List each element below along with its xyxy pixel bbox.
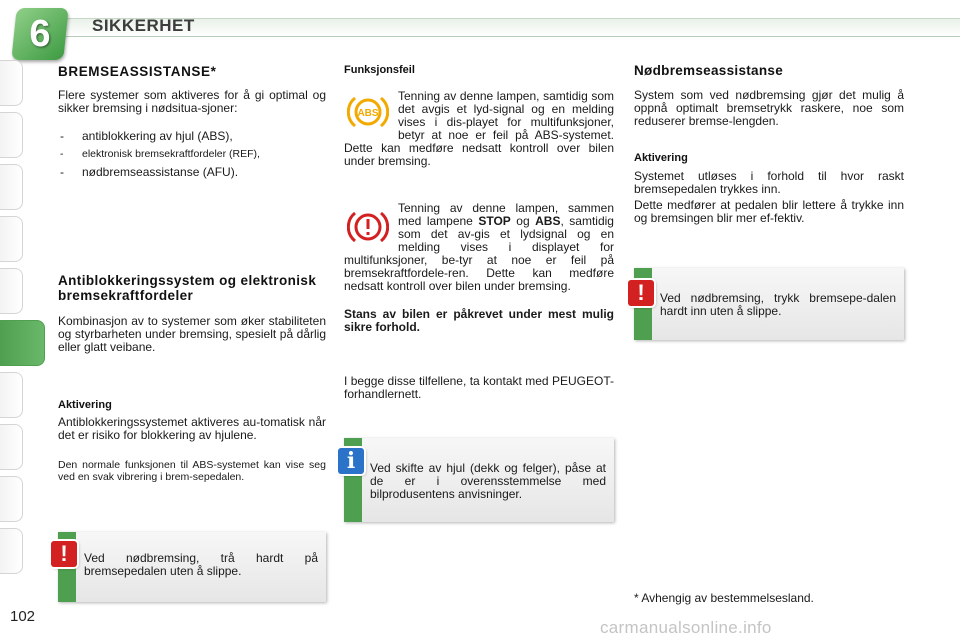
- chapter-tab-2[interactable]: [0, 112, 23, 158]
- footnote: * Avhengig av bestemmelsesland.: [634, 591, 814, 605]
- systems-list: [58, 130, 328, 184]
- malfunction-heading: Funksjonsfeil: [344, 64, 415, 76]
- stop-lamp-label: STOP: [478, 214, 511, 228]
- lamp-spacer: [344, 202, 398, 252]
- emergency-activation-text-1: Systemet utløses i forhold til hvor raskt bremsepedalen trykkes inn.: [634, 169, 904, 196]
- chapter-tab-6-active[interactable]: [0, 320, 45, 366]
- chapter-tab-7[interactable]: [0, 372, 23, 418]
- warning-box-emergency-brake: [58, 532, 326, 602]
- chapter-tab-8[interactable]: [0, 424, 23, 470]
- chapter-tab-1[interactable]: [0, 60, 23, 106]
- watermark: carmanualsonline.info: [600, 618, 772, 637]
- page-number: 102: [10, 608, 36, 625]
- list-item: - nødbremseassistanse (AFU).: [58, 166, 328, 179]
- abs-activation-note: Den normale funksjonen til ABS-systemet kan vise seg ved en svak vibrering i brem-sepedalen.: [58, 459, 326, 483]
- info-box-text: Ved skifte av hjul (dekk og felger), påse at de er i overensstemmelse med bilprodusentens anvisninger.: [370, 461, 606, 501]
- warning-icon-2: !: [628, 280, 654, 306]
- brake-lamp-description: [344, 202, 614, 293]
- warning-box-emergency-brake-2: [634, 268, 904, 340]
- stop-instruction: Stans av bilen er påkrevet under mest mulig sikre forhold.: [344, 307, 614, 334]
- emergency-activation-text-2: Dette medfører at pedalen blir lettere å trykke inn og bremsingen blir mer ef-fektiv.: [634, 198, 904, 225]
- dealer-contact-text: I begge disse tilfellene, ta kontakt med PEUGEOT-forhandlernett.: [344, 374, 614, 401]
- list-item: - antiblokkering av hjul (ABS),: [58, 130, 328, 143]
- chapter-tab-4[interactable]: [0, 216, 23, 262]
- brake-lamp-text-a: Tenning av denne lampen, sammen med lampene: [398, 201, 614, 228]
- chapter-tab-5[interactable]: [0, 268, 23, 314]
- lamp-spacer: [344, 90, 398, 140]
- header-divider: [64, 36, 960, 37]
- warning-box-text: Ved nødbremsing, trå hardt på bremsepedalen uten å slippe.: [84, 551, 318, 578]
- abs-lamp-label: ABS: [357, 108, 379, 119]
- abs-activation-text: Antiblokkeringssystemet aktiveres au-tomatisk når det er risiko for blokkering av hjulene.: [58, 415, 326, 442]
- page-title: SIKKERHET: [92, 16, 195, 35]
- chapter-tab-10[interactable]: [0, 528, 23, 574]
- info-box-wheel-change: [344, 438, 614, 522]
- abs-lamp-ref: ABS: [535, 214, 561, 228]
- chapter-tabs: [0, 60, 28, 590]
- chapter-number: 6: [29, 13, 51, 55]
- warning-icon: !: [51, 541, 77, 567]
- section-title-emergency-brake-assist: Nødbremseassistanse: [634, 63, 784, 78]
- warning-box-text-2: Ved nødbremsing, trykk bremsepe-dalen hardt inn uten å slippe.: [660, 291, 896, 318]
- abs-lamp-text: Tenning av denne lampen, samtidig som det avgis et lyd-signal og en melding vises i dis-playet for multifunksjoner, betyr at noe er feil på ABS-systemet. Dette kan medføre nedsatt kontroll over bilen under bremsing.: [344, 89, 614, 168]
- intro-paragraph: Flere systemer som aktiveres for å gi optimal og sikker bremsing i nødsitua-sjoner:: [58, 88, 326, 115]
- chapter-tab-3[interactable]: [0, 164, 23, 210]
- brake-lamp-and: og: [516, 214, 530, 228]
- chapter-tab-9[interactable]: [0, 476, 23, 522]
- activation-heading: Aktivering: [58, 399, 112, 411]
- emergency-assist-intro: System som ved nødbremsing gjør det mulig å oppnå optimalt bremsetrykk raskere, noe som reduserer bremse-lengden.: [634, 88, 904, 128]
- info-icon: i: [338, 448, 364, 474]
- section-title-abs-ref: Antiblokkeringssystem og elektronisk bremsekraftfordeler: [58, 273, 317, 303]
- activation-heading-2: Aktivering: [634, 152, 688, 164]
- abs-description: Kombinasjon av to systemer som øker stabiliteten og styrbarheten under bremsing, spesielt på dårlig eller glatt veibane.: [58, 314, 326, 354]
- list-item: - elektronisk bremsekraftfordeler (REF),: [58, 148, 328, 161]
- brake-lamp-text-b: , samtidig som det av-gis et lydsignal og en melding vises i displayet for multifunksjoner, be-tyr at noe er feil på bremsekraftfordele-ren. Dette kan medføre nedsatt kontroll over bilen under bremsing.: [344, 214, 614, 293]
- section-title-brake-assist: BREMSEASSISTANSE*: [58, 64, 217, 79]
- abs-lamp-description: [344, 90, 614, 168]
